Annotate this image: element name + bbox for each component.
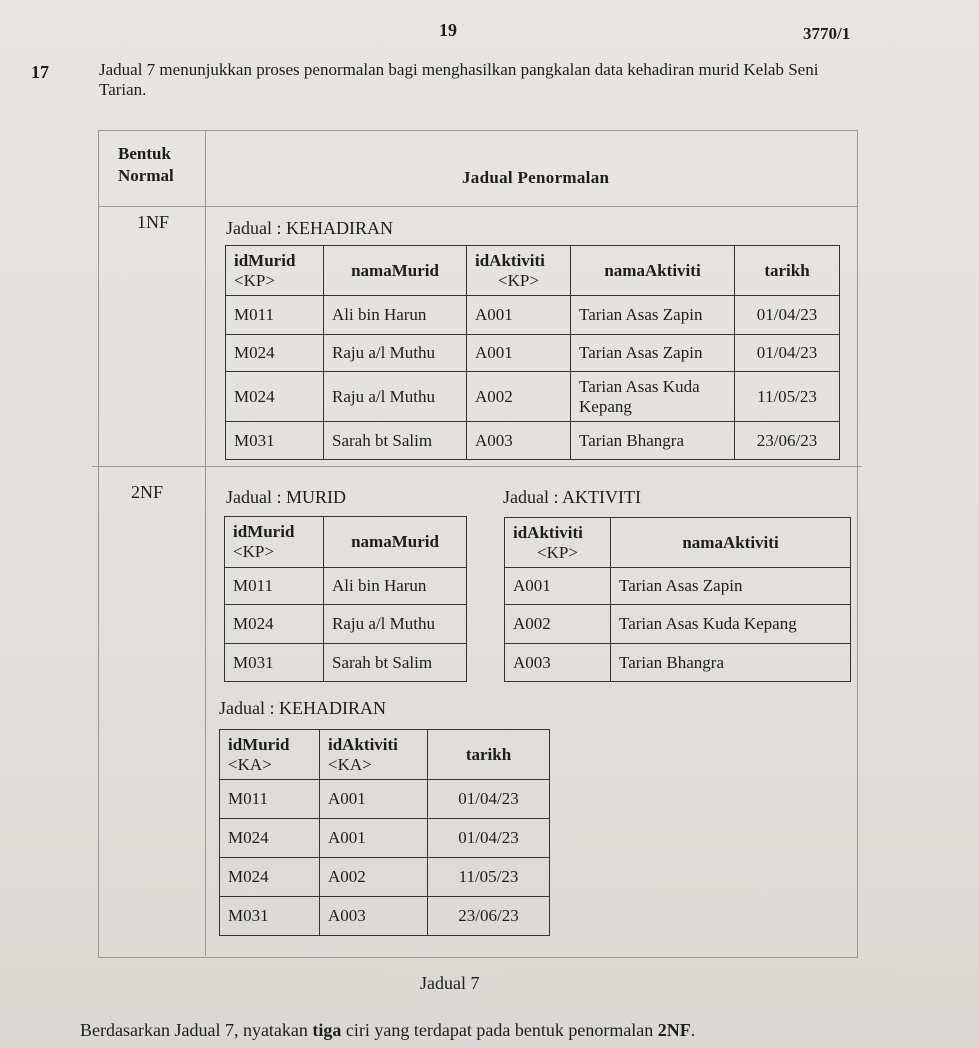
cell: A003 [505,644,611,682]
cell: 01/04/23 [735,335,840,372]
cell: 23/06/23 [735,422,840,460]
cell: Tarian Bhangra [611,644,851,682]
cell: 01/04/23 [428,780,550,819]
cell: Sarah bt Salim [324,422,467,460]
cell: Tarian Asas Kuda Kepang [571,372,735,422]
col-header-tarikh: tarikh [428,730,550,780]
col-header-namaaktiviti: namaAktiviti [611,518,851,568]
title-2nf-kehadiran: Jadual : KEHADIRAN [219,698,386,718]
cell: M011 [220,780,320,819]
table-row [220,858,550,897]
col-header-idaktiviti: idAktiviti <KP> [505,518,611,568]
cell: A002 [320,858,428,897]
cell: Tarian Asas Zapin [571,335,735,372]
table-row [225,568,467,605]
table-row [220,819,550,858]
cell: Raju a/l Muthu [324,372,467,422]
title-2nf-aktiviti: Jadual : AKTIVITI [503,487,641,507]
cell: Tarian Asas Zapin [571,296,735,335]
cell: M024 [225,605,324,644]
col-header-idmurid: idMurid <KP> [225,517,324,568]
cell: A003 [320,897,428,936]
cell: A001 [467,296,571,335]
cell: Ali bin Harun [324,296,467,335]
cell: Tarian Asas Zapin [611,568,851,605]
table-row [226,422,840,460]
table-2nf-murid [224,516,467,682]
cell: A001 [467,335,571,372]
cell: A002 [505,605,611,644]
table-2nf-aktiviti [504,517,851,682]
header-normal: Normal [118,166,174,185]
cell: M011 [225,568,324,605]
cell: M024 [226,335,324,372]
table-row [225,644,467,682]
table-header-row [225,517,467,568]
cell: M031 [225,644,324,682]
prompt-text: . [690,1020,696,1040]
col-header-tarikh: tarikh [735,246,840,296]
prompt-text: ciri yang terdapat pada bentuk penormalan [341,1020,658,1040]
prompt-emphasis: tiga [312,1020,342,1040]
table-header-row [220,730,550,780]
column-divider [205,130,206,956]
table-row [220,780,550,819]
question-prompt [80,1020,695,1041]
cell: 01/04/23 [428,819,550,858]
label-1nf: 1NF [137,212,170,232]
table-caption: Jadual 7 [420,973,480,993]
table-row [226,372,840,422]
cell: Tarian Bhangra [571,422,735,460]
question-text: Jadual 7 menunjukkan proses penormalan bagi menghasilkan pangkalan data kehadiran murid Kelab Seni Tarian. [99,60,819,99]
table-header-row [226,246,840,296]
cell: Tarian Asas Kuda Kepang [611,605,851,644]
cell: A003 [467,422,571,460]
cell: Ali bin Harun [324,568,467,605]
cell: 01/04/23 [735,296,840,335]
cell: A001 [320,819,428,858]
cell: Sarah bt Salim [324,644,467,682]
prompt-text: Berdasarkan Jadual 7, nyatakan [80,1020,313,1040]
page-number: 19 [439,20,457,40]
col-header-namaaktiviti: namaAktiviti [571,246,735,296]
table-2nf-kehadiran [219,729,550,936]
col-header-idmurid: idMurid <KP> [226,246,324,296]
label-2nf: 2NF [131,482,164,502]
cell: 11/05/23 [428,858,550,897]
table-header-row [505,518,851,568]
cell: A001 [505,568,611,605]
cell: A002 [467,372,571,422]
cell: M011 [226,296,324,335]
col-header-namamurid: namaMurid [324,246,467,296]
header-bentuk: Bentuk [118,144,171,163]
title-1nf-kehadiran: Jadual : KEHADIRAN [226,218,393,238]
cell: Raju a/l Muthu [324,335,467,372]
table-row [226,296,840,335]
cell: M024 [226,372,324,422]
col-header-namamurid: namaMurid [324,517,467,568]
cell: M024 [220,858,320,897]
cell: M031 [220,897,320,936]
col-header-idmurid: idMurid <KA> [220,730,320,780]
header-jadual-penormalan: Jadual Penormalan [462,168,610,187]
cell: M031 [226,422,324,460]
table-row [220,897,550,936]
cell: M024 [220,819,320,858]
cell: Raju a/l Muthu [324,605,467,644]
title-2nf-murid: Jadual : MURID [226,487,346,507]
table-row [226,335,840,372]
cell: 23/06/23 [428,897,550,936]
paper-code: 3770/1 [803,24,851,43]
table-1nf-kehadiran [225,245,840,460]
row-divider [92,466,862,467]
question-number: 17 [31,62,49,82]
col-header-idaktiviti: idAktiviti <KP> [467,246,571,296]
cell: A001 [320,780,428,819]
prompt-emphasis: 2NF [657,1020,691,1040]
cell: 11/05/23 [735,372,840,422]
table-row [505,605,851,644]
col-header-idaktiviti: idAktiviti <KA> [320,730,428,780]
table-row [225,605,467,644]
header-bentuk-normal [118,143,174,187]
header-divider [98,206,858,207]
table-row [505,568,851,605]
table-row [505,644,851,682]
